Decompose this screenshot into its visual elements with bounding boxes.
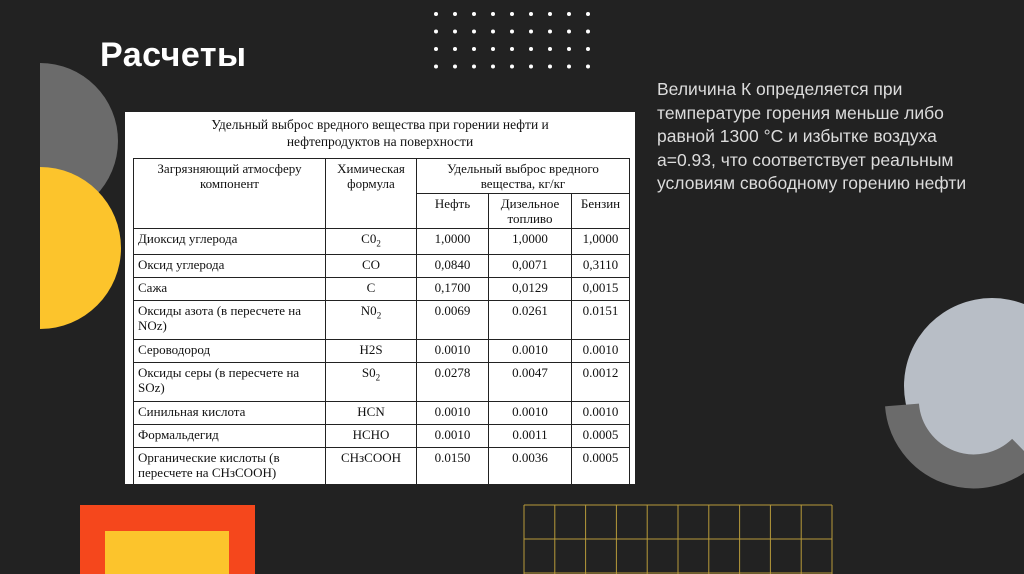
dot [472,47,476,51]
dot-grid-decoration [434,12,590,69]
cell-diesel-text: 0.0010 [512,403,548,419]
cell-oil [417,362,489,401]
table-row [134,254,630,277]
cell-component [134,362,326,401]
cell-component-text: Сажа [138,279,168,295]
cell-formula-text: S0 [361,364,376,380]
table-caption-line: нефтепродуктов на поверхности [286,134,474,149]
dot [510,65,514,69]
dot [567,47,571,51]
dot [453,65,457,69]
header-oil: Нефть [417,194,489,229]
dot [472,30,476,34]
cell-component [134,254,326,277]
dot [548,65,552,69]
cell-component-text: Оксиды азота (в пересчете на NOz) [138,302,302,333]
cell-formula-text: HCN [357,403,385,419]
cell-formula [326,447,417,486]
cell-diesel-text: 1,0000 [512,231,548,246]
dot [491,30,495,34]
cell-formula [326,362,417,401]
cell-gasoline-text: 0.0012 [582,364,619,380]
cell-gasoline-text: 1,0000 [582,231,619,246]
yellow-square-decoration [105,531,229,574]
cell-formula-text: C [366,279,376,295]
cell-component [134,277,326,300]
header-gasoline: Бензин [572,194,630,229]
cell-oil-text: 1,0000 [434,231,471,246]
cell-gasoline-text: 0.0005 [582,426,619,442]
emission-table-image [125,112,635,484]
cell-formula-text: H2S [359,341,383,357]
dot [453,47,457,51]
dot [567,12,571,16]
cell-diesel-text: 0,0129 [512,279,548,295]
table-row [134,339,630,362]
cell-gasoline [572,229,630,255]
cell-gasoline [572,401,630,424]
header-formula: Химическая формула [326,159,417,229]
dot [548,12,552,16]
cell-component [134,447,326,486]
cell-oil-text: 0,0840 [434,256,471,272]
dot [510,30,514,34]
dot [510,47,514,51]
dot [567,30,571,34]
cell-diesel [489,254,572,277]
dot [453,30,457,34]
dot [548,30,552,34]
dot [567,65,571,69]
header-component: Загрязняющий атмосферу компонент [134,159,326,229]
table-caption-line: Удельный выброс вредного вещества при горении нефти и [211,117,549,132]
cell-diesel [489,362,572,401]
table-row [134,300,630,339]
header-diesel: Дизельное топливо [489,194,572,229]
dot [510,12,514,16]
cell-gasoline-text: 0.0010 [582,341,619,357]
cell-component-text: Оксид углерода [138,256,225,272]
cell-diesel-text: 0.0261 [512,302,548,318]
cell-component-text: Формальдегид [138,426,219,442]
cell-gasoline [572,300,630,339]
cell-oil [417,447,489,486]
cell-gasoline-text: 0,3110 [582,256,619,272]
slide-title: Расчеты [100,36,247,74]
cell-gasoline [572,339,630,362]
grid-decoration [524,505,832,574]
cell-formula-text: HCHO [352,426,390,442]
yellow-half-circle-decoration [40,167,121,329]
cell-oil [417,339,489,362]
cell-formula-text: N0 [360,302,377,318]
cell-component-text: Синильная кислота [138,403,246,419]
cell-gasoline-text: 0.0151 [582,302,619,318]
cell-component [134,300,326,339]
cell-gasoline-text: 0.0010 [582,403,619,419]
dot [434,30,438,34]
cell-gasoline [572,362,630,401]
cell-formula-text: CO [361,256,381,272]
cell-component [134,401,326,424]
cell-formula [326,424,417,447]
cell-oil-text: 0.0010 [434,403,471,419]
dot [491,12,495,16]
cell-gasoline [572,277,630,300]
cell-formula [326,300,417,339]
cell-oil [417,277,489,300]
cell-gasoline [572,447,630,486]
cell-diesel [489,339,572,362]
header-emission: Удельный выброс вредного вещества, кг/кг [417,159,630,194]
cell-oil-text: 0.0069 [434,302,471,318]
cell-gasoline-text: 0,0015 [582,279,619,295]
cell-component [134,339,326,362]
cell-component-text: Диоксид углерода [138,231,238,246]
cell-oil [417,300,489,339]
table-row [134,362,630,401]
dot [529,12,533,16]
cell-formula-text: C0 [361,231,377,246]
formula-subscript: 2 [375,372,381,383]
emission-table [133,158,630,487]
dot [586,30,590,34]
dot [491,65,495,69]
formula-subscript: 2 [376,310,382,321]
cell-component-text: Органические кислоты (в пересчете на CHзCOOH) [138,449,280,480]
cell-oil-text: 0.0150 [434,449,471,465]
dot [548,47,552,51]
cell-oil [417,401,489,424]
cell-diesel-text: 0.0047 [512,364,548,380]
dot [472,12,476,16]
cell-oil [417,424,489,447]
cell-diesel [489,401,572,424]
cell-diesel-text: 0.0011 [512,426,548,442]
cell-diesel [489,447,572,486]
table-row [134,277,630,300]
cell-diesel [489,229,572,255]
cell-oil-text: 0.0010 [434,426,471,442]
cell-formula [326,339,417,362]
dot [453,12,457,16]
cell-oil [417,229,489,255]
table-row [134,229,630,255]
cell-oil-text: 0.0278 [434,364,471,380]
table-header-row [134,159,630,194]
cell-component-text: Сероводород [138,341,211,357]
dot [434,65,438,69]
cell-gasoline-text: 0.0005 [582,449,619,465]
dot [529,65,533,69]
cell-gasoline [572,424,630,447]
slide-description: Величина К определяется при температуре горения меньше либо равной 1300 °С и избытке воздуха а=0.93, что соответствует реальным условиям свободному горению нефти [657,79,967,193]
cell-oil-text: 0,1700 [434,279,471,295]
cell-formula-text: CHзCOOH [340,449,402,465]
formula-subscript: 2 [376,238,381,249]
cell-diesel [489,424,572,447]
dot [491,47,495,51]
cell-oil-text: 0.0010 [434,341,471,357]
dot [529,47,533,51]
dot [434,12,438,16]
dot [586,12,590,16]
cell-gasoline [572,254,630,277]
cell-diesel-text: 0.0036 [512,449,548,465]
cell-diesel-text: 0,0071 [512,256,548,272]
cell-diesel [489,277,572,300]
table-row [134,447,630,486]
table-row [134,424,630,447]
cell-component-text: Оксиды серы (в пересчете на SOz) [138,364,300,395]
cell-formula [326,401,417,424]
cell-diesel-text: 0.0010 [512,341,548,357]
cell-oil [417,254,489,277]
cell-component [134,424,326,447]
table-row [134,401,630,424]
table-caption [125,116,635,150]
cell-formula [326,277,417,300]
dot [472,65,476,69]
dot [434,47,438,51]
cell-formula [326,254,417,277]
cell-formula [326,229,417,255]
dot [529,30,533,34]
dot [586,65,590,69]
cell-component [134,229,326,255]
cell-diesel [489,300,572,339]
dot [586,47,590,51]
